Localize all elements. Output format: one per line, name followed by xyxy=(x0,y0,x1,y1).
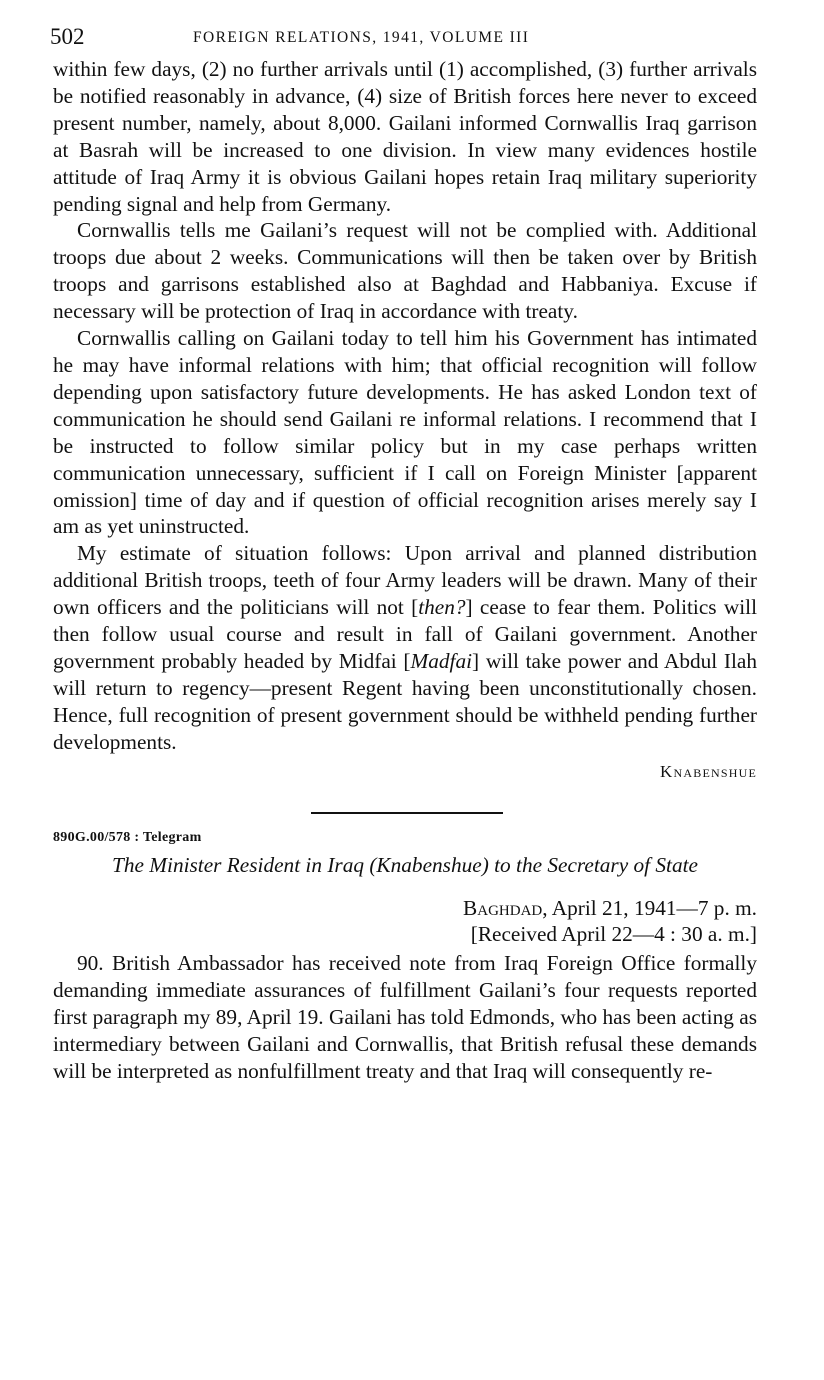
paragraph-4-part-2: ] cease to fear them. Politics will then follow usual course and result in fall of Gailani government. Another government probably headed by Midfai [ xyxy=(53,595,758,673)
paragraph-4-part-3: ] will take power and Abdul Ilah will return to regency—present Regent having been unconstitutionally chosen. Hence, full recognition of present government should be withheld pending further developments. xyxy=(53,648,757,754)
paragraph-2: Cornwallis tells me Gailani’s request will not be complied with. Additional troops due about 2 weeks. Communications will then be taken over by British troops and garrisons established also at Baghdad and Habbaniya. Excuse if necessary will be protection of Iraq in accordance with treaty. xyxy=(53,218,757,324)
heading-part-2: ) to the Secretary of State xyxy=(481,852,698,877)
dateline-received: [Received April 22—4 : 30 a. m.] xyxy=(470,922,757,947)
running-title: FOREIGN RELATIONS, 1941, VOLUME III xyxy=(193,29,530,46)
editorial-madfai: Madfai xyxy=(410,648,473,673)
heading-name: Knabenshue xyxy=(376,852,482,877)
paragraph-4 xyxy=(53,540,757,755)
signature: Knabenshue xyxy=(660,761,757,781)
running-head xyxy=(50,22,757,56)
dateline xyxy=(53,895,757,949)
paragraph-3: Cornwallis calling on Gailani today to tell him his Government has intimated he may have informal relations with him; that official recognition will follow depending upon satisfactory future developments. He has asked London text of communication he should send Gailani re informal relations. I recommend that I be instructed to follow similar policy but in my case perhaps written communication unnecessary, sufficient if I call on Foreign Minister [apparent omission] time of day and if question of official recognition arises merely say I am as yet uninstructed. xyxy=(53,326,757,539)
paragraph-1: within few days, (2) no further arrivals until (1) accomplished, (3) further arrivals be notified reasonably in advance, (4) size of British forces here never to exceed present number, namely, about 8,000. Gailani informed Cornwallis Iraq garrison at Basrah will be increased to one division. In view many evidences hostile attitude of Iraq Army it is obvious Gailani hopes retain Iraq military superiority pending signal and help from Germany. xyxy=(53,57,757,216)
document-page xyxy=(50,22,758,1085)
dateline-date: , April 21, 1941—7 p. m. xyxy=(542,895,757,920)
file-reference: 890G.00/578 : Telegram xyxy=(53,829,202,845)
page-number: 502 xyxy=(50,24,85,49)
document-heading xyxy=(53,852,757,879)
editorial-then: then? xyxy=(418,595,466,620)
telegram-paragraph: 90. British Ambassador has received note from Iraq Foreign Office formally demanding immediate assurances of fulfillment Gailani’s four requests reported first paragraph my 89, April 19. Gailani has told Edmonds, who has been acting as intermediary between Gailani and Cornwallis, that British refusal these demands will be interpreted as nonfulfillment treaty and that Iraq will consequently re- xyxy=(53,951,757,1083)
dateline-place: Baghdad xyxy=(463,895,543,920)
dateline-sent xyxy=(53,895,757,922)
heading-part-1: The Minister Resident in Iraq ( xyxy=(112,852,377,877)
paragraph-4-part-1: My estimate of situation follows: Upon arrival and planned distribution additional British troops, teeth of four Army leaders will be drawn. Many of their own officers and the politicians will not [ xyxy=(53,541,757,620)
section-divider xyxy=(311,812,503,814)
